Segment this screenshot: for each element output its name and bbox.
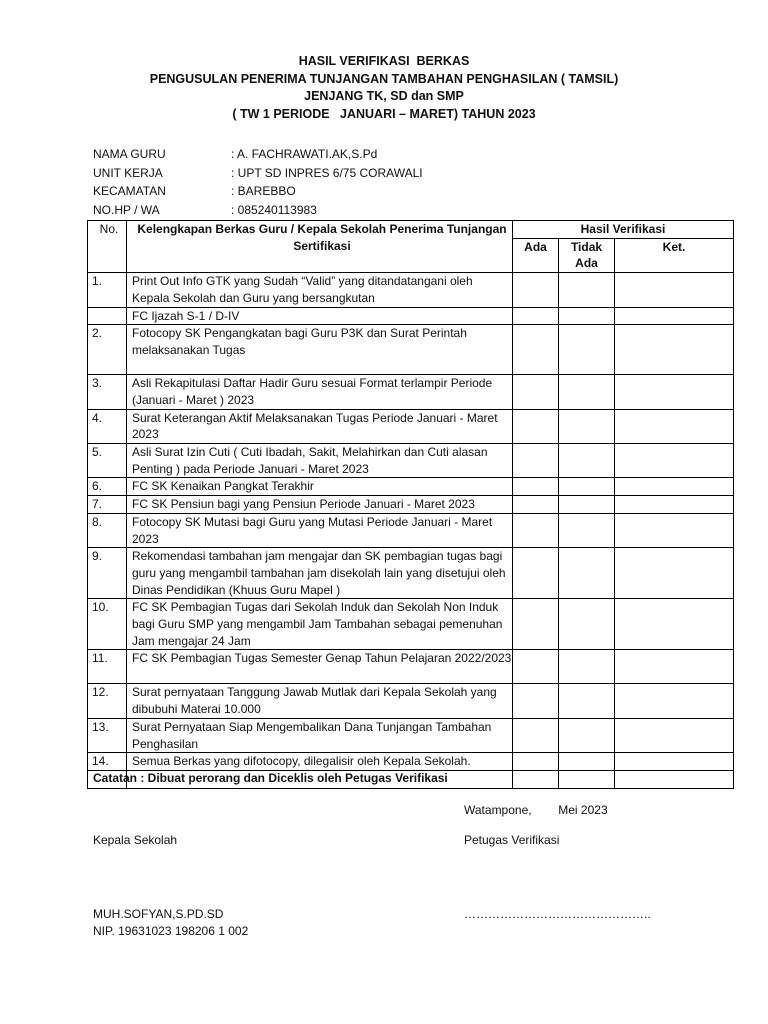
petugas-signature-line: ……………………………………….. xyxy=(464,907,651,921)
cell-ada xyxy=(513,718,559,752)
cell-ket xyxy=(615,753,734,771)
row-description: Surat pernyataan Tanggung Jawab Mutlak dari Kepala Sekolah yang dibubuhi Materai 10.000 xyxy=(127,684,513,718)
row-number: 1. xyxy=(88,273,127,307)
row-number: 5. xyxy=(88,444,127,478)
row-description: Surat Pernyataan Siap Mengembalikan Dana Tunjangan Tambahan Penghasilan xyxy=(127,718,513,752)
row-description: FC SK Pensiun bagi yang Pensiun Periode Januari - Maret 2023 xyxy=(127,496,513,514)
cell-ada xyxy=(513,478,559,496)
row-number: 8. xyxy=(88,513,127,547)
cell-tidak-ada xyxy=(559,718,615,752)
info-row-hp xyxy=(93,201,423,220)
title-line-2: PENGUSULAN PENERIMA TUNJANGAN TAMBAHAN PENGHASILAN ( TAMSIL) xyxy=(149,71,619,86)
cell-tidak-ada xyxy=(559,513,615,547)
cell-ada xyxy=(513,444,559,478)
row-number xyxy=(88,307,127,325)
row-description: FC SK Kenaikan Pangkat Terakhir xyxy=(127,478,513,496)
kepala-sekolah-nip: NIP. 19631023 198206 1 002 xyxy=(93,924,249,938)
cell-tidak-ada xyxy=(559,478,615,496)
cell-ket xyxy=(615,444,734,478)
info-row-kecamatan xyxy=(93,182,423,201)
cell-tidak-ada xyxy=(559,496,615,514)
row-description: Semua Berkas yang difotocopy, dilegalisir oleh Kepala Sekolah. xyxy=(127,753,513,771)
cell-ada xyxy=(513,684,559,718)
cell-tidak-ada xyxy=(559,325,615,375)
cell-ada xyxy=(513,325,559,375)
document-title xyxy=(0,53,768,123)
table-row xyxy=(88,548,734,599)
cell-tidak-ada xyxy=(559,273,615,307)
info-row-nama xyxy=(93,145,423,164)
table-row xyxy=(88,375,734,409)
cell-ada xyxy=(513,753,559,771)
row-description: Fotocopy SK Mutasi bagi Guru yang Mutasi Periode Januari - Maret 2023 xyxy=(127,513,513,547)
table-row xyxy=(88,273,734,307)
row-description: FC Ijazah S-1 / D-IV xyxy=(127,307,513,325)
row-number: 4. xyxy=(88,409,127,443)
cell-ket xyxy=(615,325,734,375)
row-description: Print Out Info GTK yang Sudah “Valid” yang ditandatangani oleh Kepala Sekolah dan Guru yang bersangkutan xyxy=(127,273,513,307)
note: Catatan : Dibuat perorang dan Diceklis oleh Petugas Verifikasi xyxy=(93,771,448,785)
verification-table xyxy=(87,220,734,789)
cell-ket xyxy=(615,496,734,514)
header-hasil-verifikasi: Hasil Verifikasi xyxy=(513,221,734,239)
table-row xyxy=(88,718,734,752)
cell-ket xyxy=(615,307,734,325)
cell-ada xyxy=(513,273,559,307)
cell-ada xyxy=(513,650,559,684)
cell-ket xyxy=(615,375,734,409)
cell-ket xyxy=(615,478,734,496)
row-description: Asli Rekapitulasi Daftar Hadir Guru sesuai Format terlampir Periode (Januari - Maret ) 2023 xyxy=(127,375,513,409)
cell-ada xyxy=(513,548,559,599)
cell-ada xyxy=(513,513,559,547)
row-description: Rekomendasi tambahan jam mengajar dan SK pembagian tugas bagi guru yang mengambil tambahan jam disekolah lain yang disetujui oleh Dinas Pendidikan (Khuus Guru Mapel ) xyxy=(127,548,513,599)
table-row xyxy=(88,684,734,718)
cell-ada xyxy=(513,496,559,514)
row-number: 13. xyxy=(88,718,127,752)
table-row xyxy=(88,753,734,771)
header-ket: Ket. xyxy=(615,238,734,272)
info-label: KECAMATAN xyxy=(93,184,166,198)
cell-ket xyxy=(615,273,734,307)
table-row xyxy=(88,478,734,496)
info-label: NAMA GURU xyxy=(93,147,166,161)
cell-tidak-ada xyxy=(559,307,615,325)
cell-ada xyxy=(513,599,559,650)
info-value: : A. FACHRAWATI.AK,S.Pd xyxy=(231,147,378,161)
header-ada: Ada xyxy=(513,238,559,272)
cell-ket xyxy=(615,650,734,684)
table-row xyxy=(88,325,734,375)
header-tidak-ada: Tidak Ada xyxy=(559,238,615,272)
row-number: 3. xyxy=(88,375,127,409)
cell-tidak-ada xyxy=(559,684,615,718)
cell-ket xyxy=(615,409,734,443)
table-body xyxy=(88,273,734,789)
table-row xyxy=(88,444,734,478)
title-line-1: HASIL VERIFIKASI BERKAS xyxy=(298,54,470,68)
row-number: 10. xyxy=(88,599,127,650)
cell-tidak-ada xyxy=(559,548,615,599)
info-value: : 085240113983 xyxy=(231,202,317,217)
cell-ada xyxy=(513,307,559,325)
row-description: Fotocopy SK Pengangkatan bagi Guru P3K dan Surat Perintah melaksanakan Tugas xyxy=(127,325,513,375)
place-date: Watampone, Mei 2023 xyxy=(464,803,608,817)
table-row xyxy=(88,496,734,514)
cell-ada xyxy=(513,409,559,443)
cell-tidak-ada xyxy=(559,753,615,771)
cell-ket xyxy=(615,513,734,547)
header-description: Kelengkapan Berkas Guru / Kepala Sekolah Penerima Tunjangan Sertifikasi xyxy=(127,221,513,273)
row-number: 2. xyxy=(88,325,127,375)
info-row-unit xyxy=(93,164,423,183)
cell-ada xyxy=(513,770,559,788)
row-number: 11. xyxy=(88,650,127,684)
title-line-3: JENJANG TK, SD dan SMP xyxy=(304,89,464,103)
table-row xyxy=(88,409,734,443)
header-no: No. xyxy=(88,221,127,273)
cell-tidak-ada xyxy=(559,375,615,409)
cell-tidak-ada xyxy=(559,444,615,478)
cell-ket xyxy=(615,599,734,650)
row-description: Surat Keterangan Aktif Melaksanakan Tugas Periode Januari - Maret 2023 xyxy=(127,409,513,443)
row-number: 6. xyxy=(88,478,127,496)
cell-ket xyxy=(615,684,734,718)
row-number: 14. xyxy=(88,753,127,771)
row-description: Asli Surat Izin Cuti ( Cuti Ibadah, Sakit, Melahirkan dan Cuti alasan Penting ) pada Periode Januari - Maret 2023 xyxy=(127,444,513,478)
cell-tidak-ada xyxy=(559,599,615,650)
info-label: UNIT KERJA xyxy=(93,165,163,180)
row-number: 9. xyxy=(88,548,127,599)
cell-tidak-ada xyxy=(559,409,615,443)
cell-ket xyxy=(615,718,734,752)
petugas-verifikasi-label: Petugas Verifikasi xyxy=(464,833,560,847)
cell-ada xyxy=(513,375,559,409)
row-number: 7. xyxy=(88,496,127,514)
info-value: : BAREBBO xyxy=(231,184,296,198)
cell-ket xyxy=(615,770,734,788)
info-label: NO.HP / WA xyxy=(93,202,160,217)
row-description: FC SK Pembagian Tugas dari Sekolah Induk dan Sekolah Non Induk bagi Guru SMP yang mengambil Jam Tambahan sebagai pemenuhan Jam mengajar 24 Jam xyxy=(127,599,513,650)
teacher-info xyxy=(93,145,423,219)
row-description: FC SK Pembagian Tugas Semester Genap Tahun Pelajaran 2022/2023 xyxy=(127,650,513,684)
kepala-sekolah-name: MUH.SOFYAN,S.PD.SD xyxy=(93,907,224,921)
cell-tidak-ada xyxy=(559,650,615,684)
table-row xyxy=(88,513,734,547)
row-number: 12. xyxy=(88,684,127,718)
table-row xyxy=(88,307,734,325)
cell-tidak-ada xyxy=(559,770,615,788)
title-line-4: ( TW 1 PERIODE JANUARI – MARET) TAHUN 2023 xyxy=(232,106,536,121)
table-row xyxy=(88,599,734,650)
table-row xyxy=(88,650,734,684)
info-value: : UPT SD INPRES 6/75 CORAWALI xyxy=(231,165,423,180)
kepala-sekolah-label: Kepala Sekolah xyxy=(93,833,178,847)
cell-ket xyxy=(615,548,734,599)
